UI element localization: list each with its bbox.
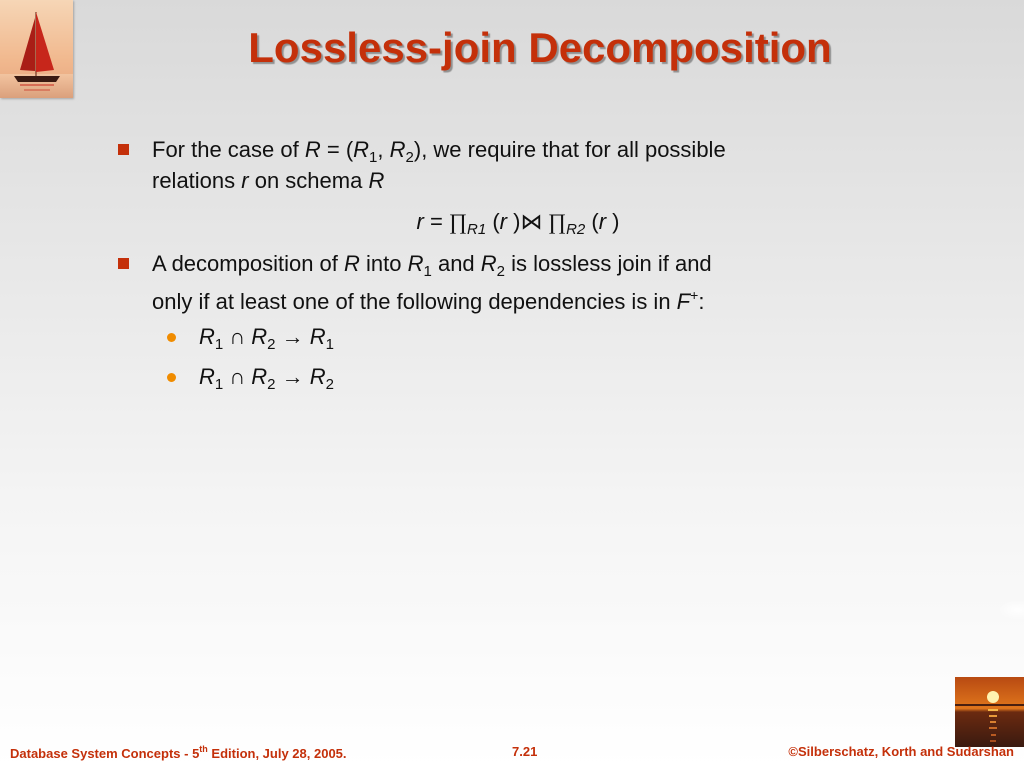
bullet-dot-icon <box>167 373 176 382</box>
text: and <box>431 251 481 276</box>
var-F: F <box>676 289 691 314</box>
footer-page-number: 7.21 <box>512 744 538 759</box>
text: , we require that for all possible <box>421 137 726 162</box>
text: A decomposition of <box>152 251 345 276</box>
projection-icon: ∏ <box>448 209 468 234</box>
natural-join-icon: ⋈ <box>520 209 543 234</box>
intersection-icon: ∩ <box>223 364 252 389</box>
subscript: 1 <box>423 263 432 280</box>
var-R: R <box>199 364 215 389</box>
arrow-right-icon: → <box>275 324 310 349</box>
bullet-square-icon <box>118 258 129 269</box>
var-R2: R <box>480 251 497 276</box>
subscript: 1 <box>214 336 224 353</box>
text: ( <box>486 209 500 234</box>
text: ( <box>585 209 599 234</box>
subscript: R2 <box>566 221 586 238</box>
text: , <box>377 137 390 162</box>
slide-title: Lossless-join Decomposition <box>248 24 832 71</box>
var-r: r <box>241 168 249 193</box>
superscript: + <box>690 287 699 303</box>
bullet-1-line-2 <box>152 168 384 194</box>
sunset-logo-image <box>955 677 1024 747</box>
bullet-2-line-1 <box>152 251 712 285</box>
footer-text: Edition, July 28, 2005. <box>207 746 347 761</box>
text: For the case of <box>152 137 305 162</box>
join-formula <box>0 209 1024 238</box>
text: is lossless join if and <box>505 251 712 276</box>
var-R1: R <box>407 251 424 276</box>
var-R: R <box>368 168 385 193</box>
text: = <box>423 209 449 234</box>
footer-copyright: ©Silberschatz, Korth and Sudarshan <box>788 744 1014 759</box>
var-R: R <box>251 364 268 389</box>
text: ) <box>507 209 521 234</box>
subscript: 2 <box>267 336 276 353</box>
arrow-right-icon: → <box>275 364 310 389</box>
bullet-1-line-1 <box>152 137 726 171</box>
footer-text: Database System Concepts - 5 <box>10 746 200 761</box>
projection-icon: ∏ <box>542 209 567 234</box>
subscript: 2 <box>267 376 276 393</box>
var-r: r <box>499 209 507 234</box>
bullet-dot-icon <box>167 333 176 342</box>
text: relations <box>152 168 242 193</box>
var-R1: R <box>353 137 370 162</box>
var-r: r <box>598 209 607 234</box>
var-r: r <box>416 209 424 234</box>
var-R: R <box>251 324 268 349</box>
sunset-icon <box>955 677 1024 747</box>
var-R: R <box>344 251 360 276</box>
bullet-square-icon <box>118 144 129 155</box>
text: ) <box>413 137 422 162</box>
subscript: R1 <box>467 221 487 238</box>
bullet-2-line-2 <box>152 282 704 315</box>
subscript: 1 <box>369 149 378 166</box>
text: = ( <box>320 137 354 162</box>
text: only if at least one of the following dependencies is in <box>152 289 677 314</box>
dependency-1 <box>199 324 334 358</box>
var-R: R <box>309 324 326 349</box>
var-R2: R <box>389 137 406 162</box>
text: ) <box>606 209 620 234</box>
subscript: 2 <box>405 149 414 166</box>
subscript: 1 <box>325 336 334 353</box>
var-R: R <box>304 137 321 162</box>
var-R: R <box>309 364 326 389</box>
subscript: 2 <box>496 263 506 280</box>
subscript: 1 <box>214 376 224 393</box>
footer-superscript: th <box>199 744 208 754</box>
dependency-2 <box>199 364 334 398</box>
subscript: 2 <box>325 376 334 393</box>
intersection-icon: ∩ <box>223 324 252 349</box>
text: into <box>359 251 408 276</box>
footer-left <box>10 744 347 761</box>
text: : <box>698 289 705 314</box>
var-R: R <box>199 324 215 349</box>
text: on schema <box>248 168 369 193</box>
